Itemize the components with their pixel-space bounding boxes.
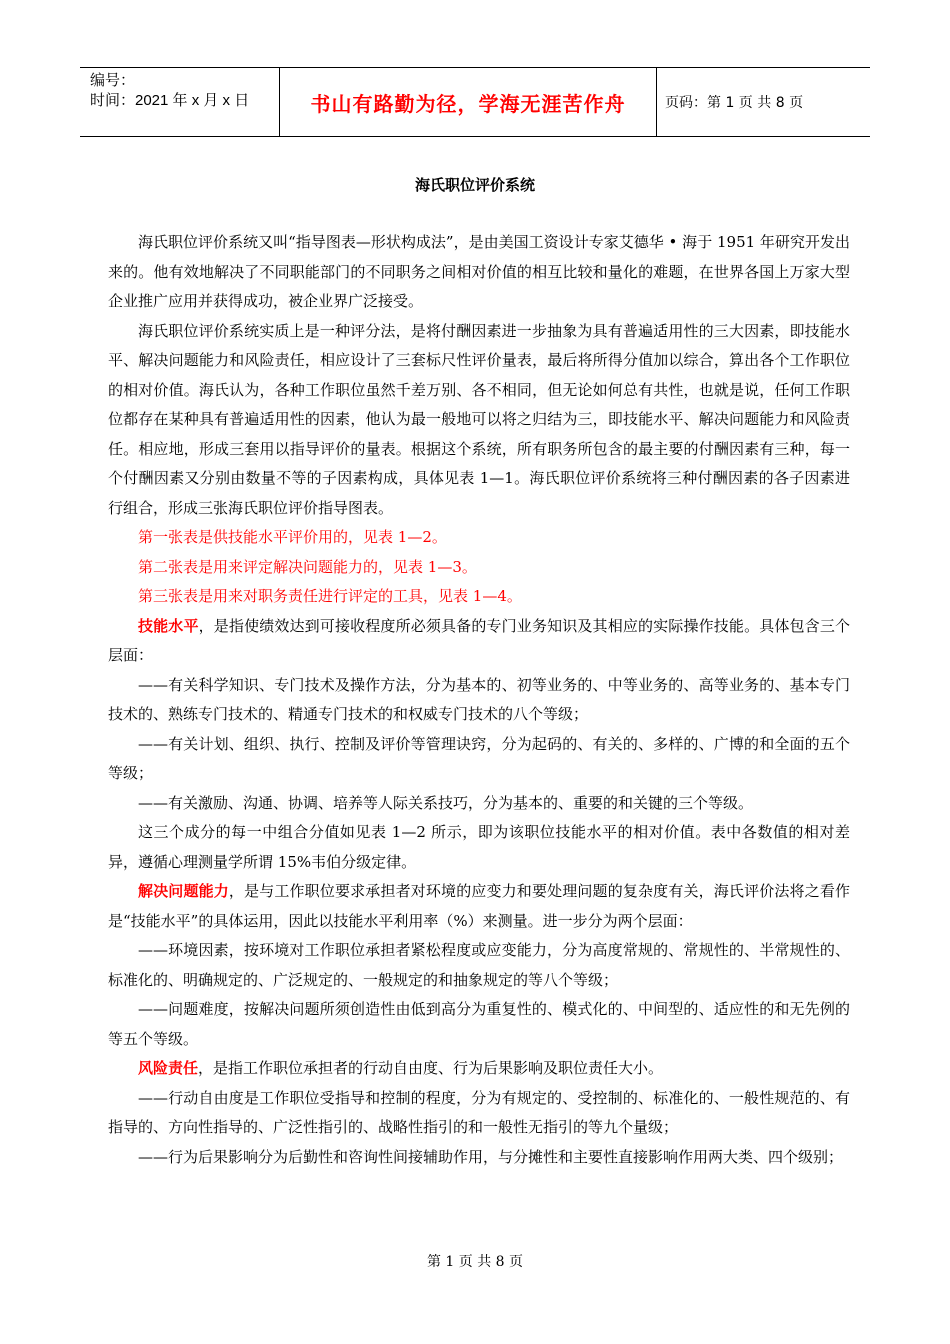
page-header <box>80 67 870 137</box>
red-note: 第三张表是用来对职务责任进行评定的工具，见表 1—4。 <box>138 587 522 605</box>
header-meta <box>80 68 280 136</box>
date-label: 时间：2021 年 x 月 x 日 <box>90 92 250 109</box>
document-title: 海氏职位评价系统 <box>414 176 535 194</box>
keyword-problem: 解决问题能力 <box>138 882 229 900</box>
paragraph: 海氏职位评价系统实质上是一种评分法，是将付酬因素进一步抽象为具有普遍适用性的三大因素，即技能水平、解决问题能力和风险责任，相应设计了三套标尺性评价量表，最后将所得分值加以综合，算出各个工作职位的相对价值。海氏认为，各种工作职位虽然千差万别、各不相同，但无论如何总有共性，也就是说，任何工作职位都存在某种具有普遍适用性的因素，他认为最一般地可以将之归结为三，即技能水平、解决问题能力和风险责任。相应地，形成三套用以指导评价的量表。根据这个系统，所有职务所包含的最主要的付酬因素有三种，每一个付酬因素又分别由数量不等的子因素构成，具体见表 1—1。海氏职位评价系统将三种付酬因素的各子因素进行组合，形成三张海氏职位评价指导图表。 <box>108 321 850 517</box>
paragraph-text: ，是指使绩效达到可接收程度所必须具备的专门业务知识及其相应的实际操作技能。具体包含三个层面： <box>108 616 850 664</box>
paragraph: ——环境因素，按环境对工作职位承担者紧松程度或应变能力，分为高度常规的、常规性的、半常规性的、标准化的、明确规定的、广泛规定的、一般规定的和抽象规定的等八个等级； <box>108 941 850 989</box>
keyword-risk: 风险责任 <box>138 1059 199 1077</box>
paragraph: ——有关计划、组织、执行、控制及评价等管理诀窍，分为起码的、有关的、多样的、广博的和全面的五个等级； <box>108 734 850 782</box>
paragraph: 海氏职位评价系统又叫“指导图表—形状构成法”，是由美国工资设计专家艾德华 • 海于 1951 年研究开发出来的。他有效地解决了不同职能部门的不同职务之间相对价值的相互比较和量化的难题，在世界各国上万家大型企业推广应用并获得成功，被企业界广泛接受。 <box>108 233 850 310</box>
paragraph: ——问题难度，按解决问题所须创造性由低到高分为重复性的、模式化的、中间型的、适应性的和无先例的等五个等级。 <box>108 1000 850 1048</box>
paragraph-text: ，是指工作职位承担者的行动自由度、行为后果影响及职位责任大小。 <box>198 1059 664 1077</box>
red-note: 第二张表是用来评定解决问题能力的，见表 1—3。 <box>138 557 477 576</box>
page-footer: 第 1 页 共 8 页 <box>426 1254 524 1270</box>
paragraph: ——行为后果影响分为后勤性和咨询性间接辅助作用，与分摊性和主要性直接影响作用两大类、四个级别； <box>138 1147 844 1166</box>
header-page-info: 页码：第 1 页 共 8 页 <box>665 95 804 111</box>
red-note: 第一张表是供技能水平评价用的，见表 1—2。 <box>138 528 447 546</box>
paragraph: ——有关激励、沟通、协调、培养等人际关系技巧，分为基本的、重要的和关键的三个等级。 <box>138 793 754 812</box>
paragraph-text: ，是与工作职位要求承担者对环境的应变力和要处理问题的复杂度有关，海氏评价法将之看作是“技能水平”的具体运用，因此以技能水平利用率（%）来测量。进一步分为两个层面： <box>108 882 850 930</box>
paragraph <box>108 1054 850 1084</box>
document-body <box>108 228 850 1172</box>
paragraph <box>108 612 850 671</box>
paragraph: 这三个成分的每一中组合分值如见表 1—2 所示，即为该职位技能水平的相对价值。表中各数值的相对差异，遵循心理测量学所谓 15%韦伯分级定律。 <box>108 823 850 871</box>
paragraph: ——有关科学知识、专门技术及操作方法，分为基本的、初等业务的、中等业务的、高等业务的、基本专门技术的、熟练专门技术的、精通专门技术的和权威专门技术的八个等级； <box>108 675 850 723</box>
paragraph: ——行动自由度是工作职位受指导和控制的程度，分为有规定的、受控制的、标准化的、一般性规范的、有指导的、方向性指导的、广泛性指引的、战略性指引的和一般性无指引的等九个量级； <box>108 1088 850 1136</box>
keyword-skill: 技能水平 <box>138 616 199 635</box>
number-label: 编号： <box>90 72 136 89</box>
header-motto: 书山有路勤为径，学海无涯苦作舟 <box>280 68 657 136</box>
paragraph <box>108 877 850 936</box>
